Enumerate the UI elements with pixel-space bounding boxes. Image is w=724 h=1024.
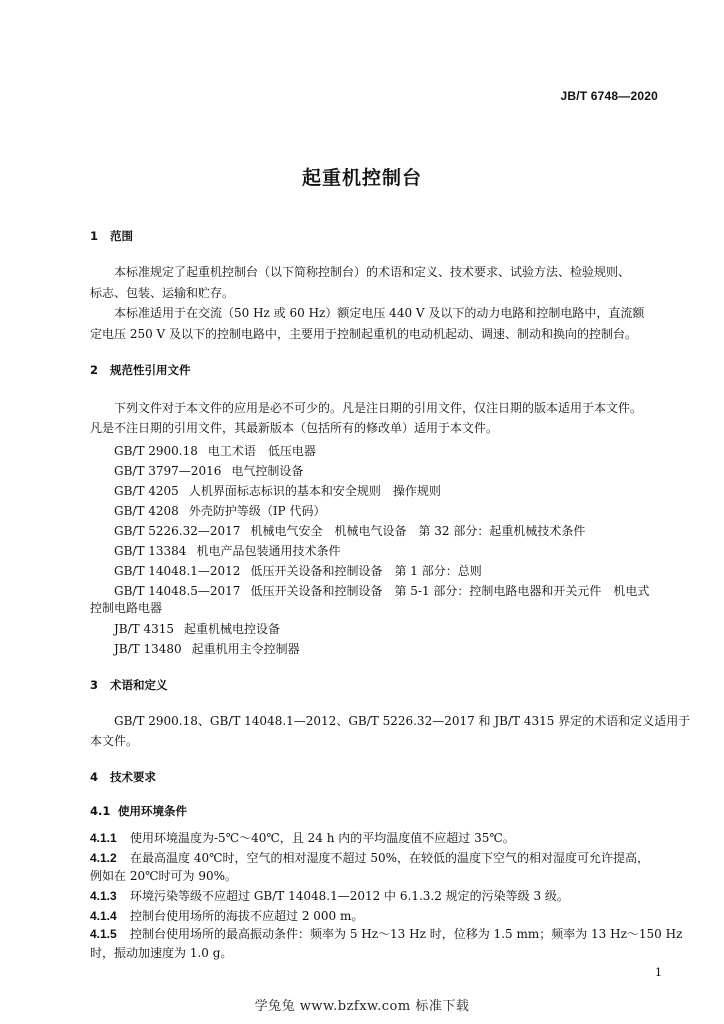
reference-item: JB/T 4315 起重机械电控设备 bbox=[114, 622, 281, 636]
scope-paragraph-2-line-1: 本标准适用于在交流（50 Hz 或 60 Hz）额定电压 440 V 及以下的动力电路和控制电路中，直流额 bbox=[114, 306, 645, 320]
section-2-heading bbox=[90, 362, 191, 378]
reference-item: GB/T 5226.32—2017 机械电气安全 机械电气设备 第 32 部分：起重机械技术条件 bbox=[114, 524, 586, 538]
scope-paragraph-1-line-2: 标志、包装、运输和贮存。 bbox=[90, 286, 235, 300]
reference-item: GB/T 4208 外壳防护等级（IP 代码） bbox=[114, 504, 326, 518]
section-3-heading bbox=[90, 677, 168, 693]
reference-item-continuation: 控制电路电器 bbox=[90, 601, 163, 615]
page-number: 1 bbox=[655, 966, 662, 979]
standard-code: JB/T 6748—2020 bbox=[560, 89, 658, 103]
document-title: 起重机控制台 bbox=[301, 167, 422, 189]
reference-item: GB/T 13384 机电产品包装通用技术条件 bbox=[114, 544, 341, 558]
footer-watermark: 学兔兔 www.bzfxw.com 标准下载 bbox=[254, 999, 470, 1014]
section-1-heading bbox=[90, 228, 133, 244]
refs-intro-line-2: 凡是不注日期的引用文件，其最新版本（包括所有的修改单）适用于本文件。 bbox=[90, 421, 499, 435]
requirement-item-4-1-5-continuation: 时，振动加速度为 1.0 g。 bbox=[90, 946, 233, 960]
section-number: 3 bbox=[90, 678, 99, 692]
requirement-item-4-1-1: 4.1.1 使用环境温度为-5℃～40℃，且 24 h 内的平均温度值不应超过 35℃。 bbox=[90, 831, 515, 845]
requirement-item-4-1-2-continuation: 例如在 20℃时可为 90%。 bbox=[90, 869, 237, 883]
reference-item: JB/T 13480 起重机用主令控制器 bbox=[114, 642, 300, 656]
section-number: 1 bbox=[90, 229, 99, 243]
scope-paragraph-2-line-2: 定电压 250 V 及以下的控制电路中，主要用于控制起重机的电动机起动、调速、制动和换向的控制台。 bbox=[90, 327, 638, 341]
section-title: 范围 bbox=[110, 229, 133, 243]
reference-item: GB/T 14048.5—2017 低压开关设备和控制设备 第 5-1 部分：控制电路电器和开关元件 机电式 bbox=[114, 584, 650, 598]
requirement-item-4-1-3: 4.1.3 环境污染等级不应超过 GB/T 14048.1—2012 中 6.1.3.2 规定的污染等级 3 级。 bbox=[90, 889, 569, 903]
scope-paragraph-1-line-1: 本标准规定了起重机控制台（以下简称控制台）的术语和定义、技术要求、试验方法、检验规则、 bbox=[114, 265, 631, 279]
terms-paragraph-line-2: 本文件。 bbox=[90, 734, 139, 748]
section-number: 4 bbox=[90, 770, 99, 784]
subsection-title: 使用环境条件 bbox=[118, 804, 187, 818]
reference-item: GB/T 3797—2016 电气控制设备 bbox=[114, 464, 304, 478]
refs-intro-line-1: 下列文件对于本文件的应用是必不可少的。凡是注日期的引用文件，仅注日期的版本适用于本文件。 bbox=[114, 401, 643, 415]
terms-paragraph-line-1: GB/T 2900.18、GB/T 14048.1—2012、GB/T 5226.32—2017 和 JB/T 4315 界定的术语和定义适用于 bbox=[114, 714, 691, 728]
section-number: 2 bbox=[90, 363, 99, 377]
requirement-item-4-1-4: 4.1.4 控制台使用场所的海拔不应超过 2 000 m。 bbox=[90, 909, 364, 923]
section-title: 规范性引用文件 bbox=[110, 363, 191, 377]
section-title: 技术要求 bbox=[110, 770, 156, 784]
requirement-item-4-1-5: 4.1.5 控制台使用场所的最高振动条件：频率为 5 Hz～13 Hz 时，位移为 1.5 mm；频率为 13 Hz～150 Hz bbox=[90, 927, 683, 941]
section-4-heading bbox=[90, 769, 156, 785]
section-title: 术语和定义 bbox=[110, 678, 168, 692]
reference-item: GB/T 14048.1—2012 低压开关设备和控制设备 第 1 部分：总则 bbox=[114, 564, 482, 578]
requirement-item-4-1-2: 4.1.2 在最高温度 40℃时，空气的相对湿度不超过 50%，在较低的温度下空气的相对湿度可允许提高， bbox=[90, 851, 649, 865]
subsection-number: 4.1 bbox=[90, 804, 111, 818]
reference-item: GB/T 2900.18 电工术语 低压电器 bbox=[114, 444, 316, 458]
subsection-4-1-heading bbox=[90, 803, 187, 819]
reference-item: GB/T 4205 人机界面标志标识的基本和安全规则 操作规则 bbox=[114, 484, 441, 498]
